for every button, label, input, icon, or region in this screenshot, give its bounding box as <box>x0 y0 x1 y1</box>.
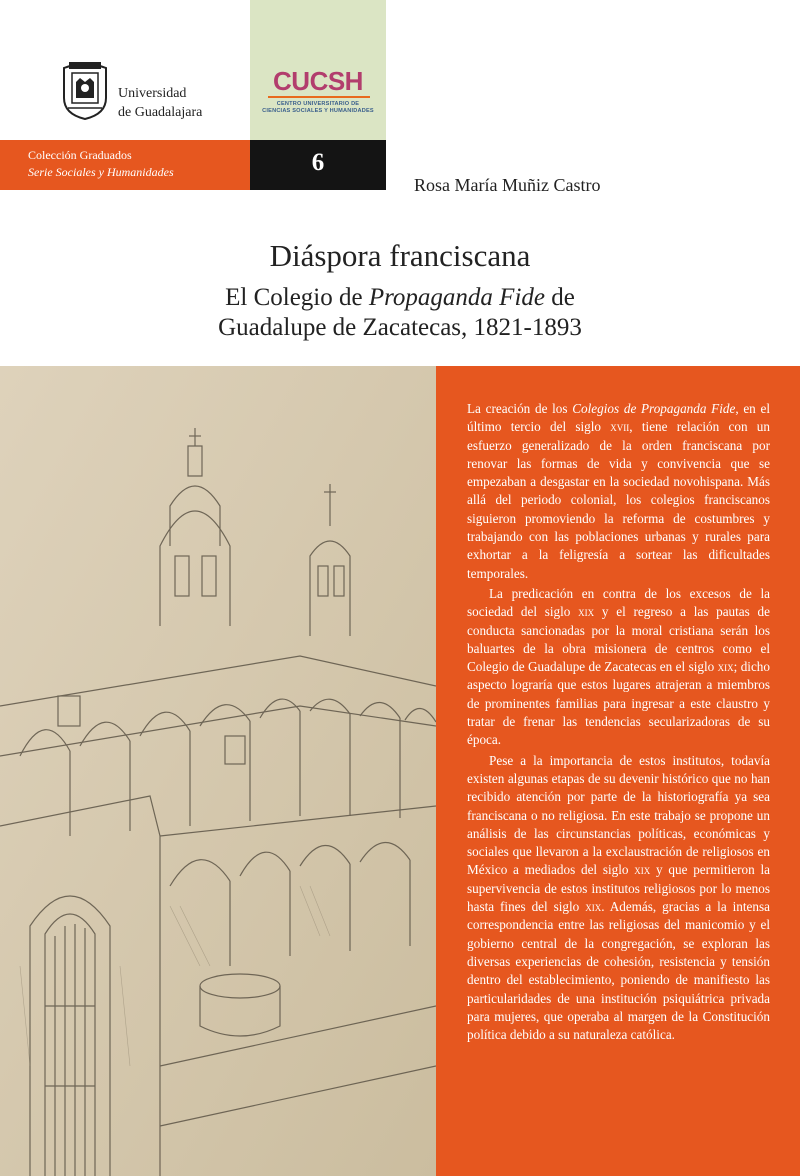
blurb-paragraph-2 <box>467 585 770 750</box>
blurb-century-span: xvii <box>610 419 630 435</box>
blurb-century-span: xix <box>585 899 602 915</box>
university-name-line2: de Guadalajara <box>118 105 203 120</box>
subtitle-post: de <box>545 284 575 311</box>
blurb-century-span: xix <box>634 862 651 878</box>
cucsh-acronym: CUCSH <box>273 66 363 96</box>
subtitle-italic: Propaganda Fide <box>368 284 545 311</box>
book-subtitle-line1 <box>0 283 800 313</box>
blurb-century-span: xix <box>578 604 595 620</box>
cloister-sketch-illustration <box>0 366 436 1176</box>
blurb-italic-span: Colegios de Propaganda Fide <box>572 401 736 416</box>
university-seal-icon <box>60 58 110 120</box>
series-number-box <box>250 140 386 190</box>
series-number: 6 <box>311 149 325 176</box>
blurb-text-span: , en el último tercio del siglo <box>467 401 771 435</box>
author-name: Rosa María Muñiz Castro <box>414 175 601 195</box>
blurb-text-span: . Además, gracias a la intensa correspondencia entre las religiosas del manicomio y el gobierno central de la congregación, se exploran las diversas experiencias de cohesión, resistencia y tensión dentro del establecimiento, poniendo de manifiesto las particularidades de una institución psiquiátrica privada para mujeres, que operaba al margen de la Constitución política debido a su naturaleza católica. <box>467 899 770 1043</box>
series-title: Colección Graduados <box>28 148 132 162</box>
blurb-century-span: xix <box>717 659 734 675</box>
cucsh-logo-block <box>250 0 386 140</box>
cucsh-subtitle <box>250 101 386 115</box>
blurb-text-span: y que permitieron la supervivencia de estos institutos religiosos por lo menos hasta fines del siglo <box>467 862 770 915</box>
cucsh-divider <box>268 96 370 98</box>
blurb-text-span: La creación de los <box>467 401 573 416</box>
subtitle-pre: El Colegio de <box>225 284 369 311</box>
book-title: Diáspora franciscana <box>269 238 531 273</box>
blurb-text-span: Pese a la importancia de estos institutos, todavía existen algunas etapas de su devenir histórico que no han recibido atención por parte de la historiografía ya sea franciscana o no religiosa. En este trabajo se propone un análisis de las circunstancias políticas, económicas y sociales que llevaron a la exclaustración de religiosos en México a mediados del siglo <box>467 752 770 878</box>
university-name <box>118 84 202 122</box>
series-subtitle: Serie Sociales y Humanidades <box>28 165 174 179</box>
blurb-text-span: ; dicho aspecto lograría que estos lugares atrajeran a miembros de prominentes familias para ingresar a este claustro y tratar de frenar las tendencias secularizadoras de su época. <box>467 659 770 748</box>
blurb-text-span: La predicación en contra de los excesos de la sociedad del siglo <box>467 585 770 620</box>
back-cover-blurb-panel <box>436 366 800 1176</box>
cucsh-subtitle-line2: CIENCIAS SOCIALES Y HUMANIDADES <box>262 108 374 114</box>
blurb-text-span: y el regreso a las pautas de conducta sancionadas por la moral cristiana serán los baluartes de la obra misionera de centros como el Colegio de Guadalupe de Zacatecas en el siglo <box>467 604 770 675</box>
blurb-paragraph-3 <box>467 752 770 1045</box>
cucsh-subtitle-line1: CENTRO UNIVERSITARIO DE <box>276 101 360 107</box>
book-subtitle <box>0 283 800 343</box>
university-name-line1: Universidad <box>118 86 187 101</box>
blurb-paragraph-1 <box>467 400 770 583</box>
blurb-text-span: , tiene relación con un esfuerzo generalizado de la orden franciscana por renovar las formas de vida y convivencia que se empezaban a desgastar en la sociedad novohispana. Más allá del periodo colonial, los colegios franciscanos siguieron promoviendo la reforma de costumbres y trabajando con las poblaciones urbanas y rurales para exhortar a la feligresía a sortear las dificultades temporales. <box>467 419 770 581</box>
blurb-text <box>467 400 770 1044</box>
series-banner <box>0 140 250 190</box>
book-subtitle-line2: Guadalupe de Zacatecas, 1821-1893 <box>218 314 582 341</box>
